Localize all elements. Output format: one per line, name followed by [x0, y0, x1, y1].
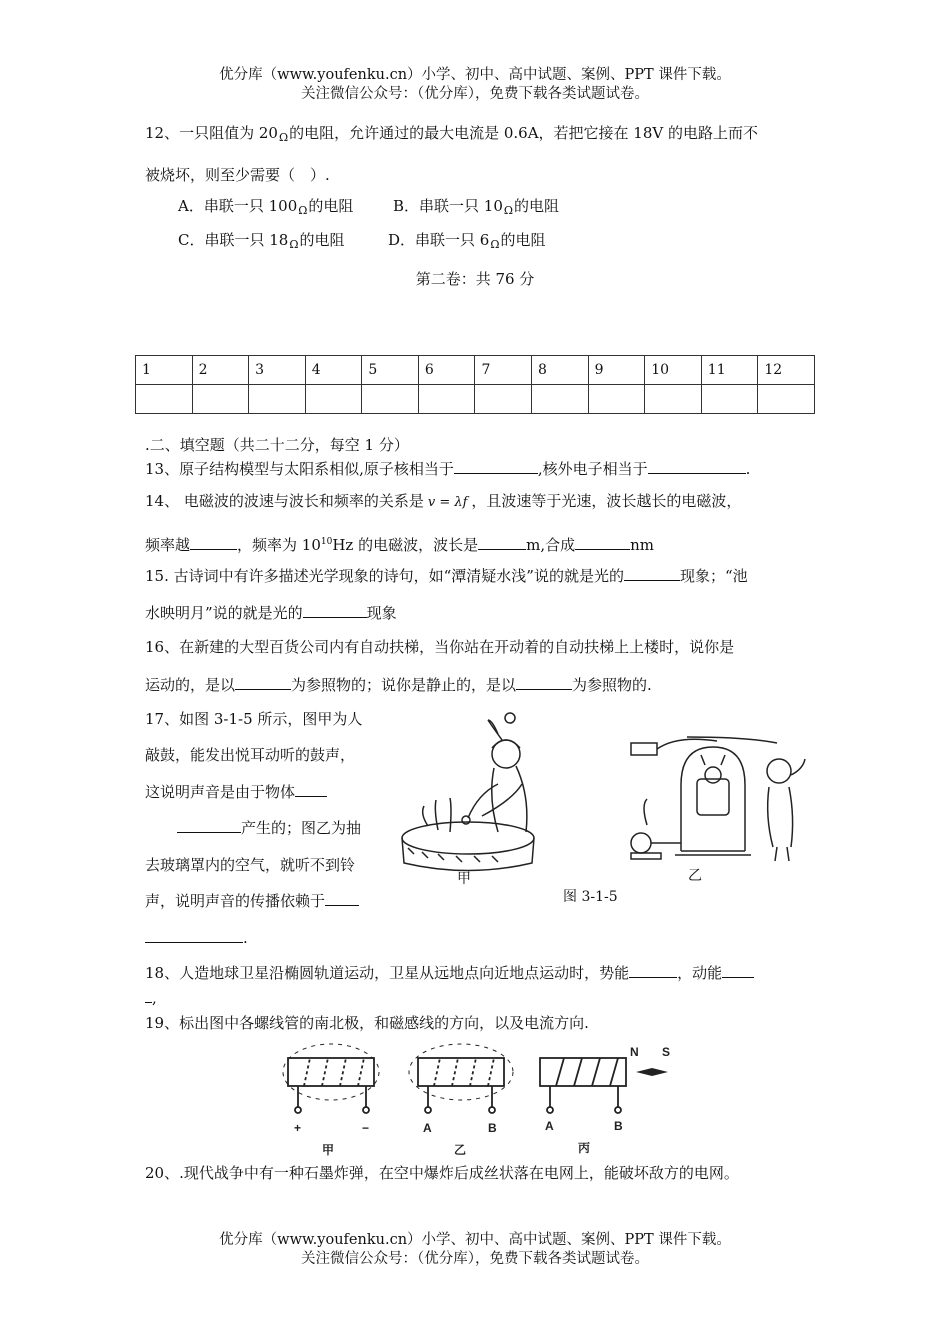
answer-cell[interactable]	[418, 385, 475, 414]
figure-caption-3-1-5: 图 3-1-5	[563, 889, 618, 905]
opt-b-tail: 的电阻	[514, 197, 560, 215]
answer-cell[interactable]	[701, 385, 758, 414]
q14-text-d: ，频率为 10	[237, 536, 321, 554]
q13-text-b: ,核外电子相当于	[537, 460, 648, 478]
q17-line-3	[145, 782, 327, 802]
q13-blank-2[interactable]	[648, 459, 746, 474]
q12-option-b	[393, 196, 559, 221]
question-12-line-2: 被烧坏，则至少需要（ ）.	[145, 166, 330, 184]
q18-text-c: ,	[152, 989, 157, 1007]
answer-header-cell: 8	[532, 356, 589, 385]
answer-table-blank-row	[136, 385, 815, 414]
answer-cell[interactable]	[362, 385, 419, 414]
ohm-symbol: Ω	[278, 131, 289, 144]
compass-needle-icon	[636, 1068, 668, 1076]
terminal-b1-label: B	[488, 1121, 497, 1135]
answer-header-cell: 11	[701, 356, 758, 385]
q15-text-a: 15. 古诗词中有许多描述光学现象的诗句，如“潭清疑水浅”说的就是光的	[145, 567, 624, 585]
opt-b-text: B．串联一只 10	[393, 197, 503, 215]
q17-blank-1b[interactable]	[177, 818, 241, 833]
q18-text-b: ，动能	[677, 964, 723, 982]
answer-header-cell: 3	[249, 356, 306, 385]
question-14-line-1	[145, 491, 741, 513]
answer-cell[interactable]	[136, 385, 193, 414]
opt-a-text: A．串联一只 100	[178, 197, 298, 215]
q17-blank-1a[interactable]	[295, 782, 327, 797]
answer-header-cell: 12	[758, 356, 815, 385]
solenoid-diagram	[278, 1040, 678, 1158]
q16-text-c: 为参照物的；说你是静止的，是以	[291, 676, 517, 694]
question-16-line-2	[145, 675, 652, 695]
q15-blank-2[interactable]	[303, 603, 367, 618]
question-18-line-2	[145, 988, 157, 1008]
bell-jar-figure-illustration	[627, 735, 827, 865]
terminal-plus-label: +	[294, 1121, 302, 1135]
question-12-line-1	[145, 123, 758, 148]
opt-d-tail: 的电阻	[500, 231, 546, 249]
compass-n-label: N	[630, 1045, 639, 1059]
terminal-minus-label: −	[362, 1121, 370, 1135]
figure-label-jia: 甲	[457, 871, 471, 887]
q14-text-b: ，且波速等于光速，波长越长的电磁波，	[471, 492, 742, 510]
header-line-1: 优分库（www.youfenku.cn）小学、初中、高中试题、案例、PPT 课件下载。	[219, 67, 731, 83]
answer-header-cell: 7	[475, 356, 532, 385]
q17-line-6	[145, 891, 359, 911]
q14-blank-2[interactable]	[478, 535, 526, 550]
q17-text-7: .	[243, 929, 248, 947]
answer-table-header-row	[136, 356, 815, 385]
q16-blank-1[interactable]	[235, 675, 291, 690]
solenoid-label-yi: 乙	[454, 1143, 467, 1157]
q12-option-d	[388, 230, 545, 255]
q17-blank-2a[interactable]	[325, 891, 359, 906]
question-13	[145, 459, 750, 479]
q14-formula: v = λf	[427, 495, 468, 510]
q18-blank-2a[interactable]	[722, 963, 754, 978]
q14-text-f: m,合成	[526, 536, 576, 554]
q15-text-d: 现象	[366, 604, 397, 622]
question-19: 19、标出图中各螺线管的南北极，和磁感线的方向，以及电流方向.	[145, 1014, 589, 1032]
compass-s-label: S	[662, 1045, 671, 1059]
answer-table	[135, 355, 815, 414]
ohm-symbol: Ω	[298, 204, 308, 217]
answer-cell[interactable]	[192, 385, 249, 414]
drum-figure-illustration	[398, 708, 548, 876]
q18-text-a: 18、人造地球卫星沿椭圆轨道运动，卫星从远地点向近地点运动时，势能	[145, 964, 630, 982]
q14-exponent: 10	[320, 537, 333, 547]
q12-text-a: 12、一只阻值为 20	[145, 124, 278, 142]
footer-line-1: 优分库（www.youfenku.cn）小学、初中、高中试题、案例、PPT 课件下载。	[219, 1232, 731, 1248]
q12-text-b: 的电阻，允许通过的最大电流是 0.6A，若把它接在 18V 的电路上而不	[289, 124, 758, 142]
q17-line-1: 17、如图 3-1-5 所示，图甲为人	[145, 710, 363, 728]
answer-header-cell: 10	[645, 356, 702, 385]
opt-c-tail: 的电阻	[299, 231, 345, 249]
q12-option-a	[178, 196, 353, 221]
q13-text-a: 13、原子结构模型与太阳系相似,原子核相当于	[145, 460, 454, 478]
q17-line-5: 去玻璃罩内的空气，就听不到铃	[145, 856, 356, 874]
ohm-symbol: Ω	[289, 238, 299, 251]
q17-line-4	[177, 818, 361, 838]
answer-cell[interactable]	[475, 385, 532, 414]
q17-line-7	[145, 928, 248, 948]
answer-header-cell: 5	[362, 356, 419, 385]
section-2-title: 第二卷：共 76 分	[415, 270, 535, 288]
answer-cell[interactable]	[305, 385, 362, 414]
q15-text-b: 现象；“池	[679, 567, 748, 585]
q18-blank-1[interactable]	[629, 963, 677, 978]
q16-text-b: 运动的，是以	[145, 676, 236, 694]
q17-text-6: 声，说明声音的传播依赖于	[145, 892, 326, 910]
opt-a-tail: 的电阻	[308, 197, 354, 215]
answer-cell[interactable]	[249, 385, 306, 414]
answer-cell[interactable]	[758, 385, 815, 414]
opt-d-text: D．串联一只 6	[388, 231, 490, 249]
question-14-line-2	[145, 532, 654, 555]
q12-option-c	[178, 230, 344, 255]
answer-cell[interactable]	[645, 385, 702, 414]
q17-text-3: 这说明声音是由于物体	[145, 783, 296, 801]
answer-header-cell: 9	[588, 356, 645, 385]
q14-blank-1[interactable]	[190, 535, 237, 550]
q18-blank-2b[interactable]	[145, 988, 152, 1003]
q14-text-g: nm	[630, 536, 654, 554]
ohm-symbol: Ω	[503, 204, 514, 217]
solenoid-label-jia: 甲	[322, 1143, 335, 1157]
q15-text-c: 水映明月”说的就是光的	[145, 604, 303, 622]
answer-cell[interactable]	[588, 385, 645, 414]
q16-text-d: 为参照物的.	[572, 676, 652, 694]
answer-header-cell: 4	[305, 356, 362, 385]
solenoid-label-bing: 丙	[578, 1141, 591, 1155]
terminal-b2-label: B	[614, 1119, 623, 1133]
question-18-line-1	[145, 963, 754, 983]
q17-line-2: 敲鼓，能发出悦耳动听的鼓声，	[145, 746, 356, 764]
opt-c-text: C．串联一只 18	[178, 231, 289, 249]
q17-blank-2b[interactable]	[145, 928, 243, 943]
q13-text-c: .	[745, 460, 751, 478]
q17-text-4: 产生的；图乙为抽	[241, 819, 362, 837]
terminal-a2-label: A	[545, 1119, 554, 1133]
answer-cell[interactable]	[532, 385, 589, 414]
answer-header-cell: 2	[192, 356, 249, 385]
q16-blank-2[interactable]	[516, 675, 572, 690]
q14-text-e: Hz 的电磁波，波长是	[332, 536, 479, 554]
question-15-line-2	[145, 603, 397, 623]
figure-label-yi: 乙	[688, 868, 702, 884]
q14-blank-3[interactable]	[575, 535, 630, 550]
footer-line-2: 关注微信公众号：（优分库），免费下载各类试题试卷。	[301, 1251, 649, 1267]
q14-text-a: 14、 电磁波的波速与波长和频率的关系是	[145, 492, 424, 510]
header-line-2: 关注微信公众号：（优分库），免费下载各类试题试卷。	[301, 86, 649, 102]
ohm-symbol: Ω	[490, 238, 500, 251]
question-15-line-1	[145, 566, 748, 586]
answer-header-cell: 1	[136, 356, 193, 385]
answer-header-cell: 6	[418, 356, 475, 385]
q13-blank-1[interactable]	[454, 459, 538, 474]
terminal-a1-label: A	[423, 1121, 432, 1135]
fill-section-title: .二、填空题（共二十二分，每空 1 分）	[145, 436, 409, 454]
question-20: 20、.现代战争中有一种石墨炸弹，在空中爆炸后成丝状落在电网上，能破坏敌方的电网。	[145, 1164, 739, 1182]
question-16-line-1: 16、在新建的大型百货公司内有自动扶梯，当你站在开动着的自动扶梯上上楼时，说你是	[145, 638, 735, 656]
q15-blank-1[interactable]	[624, 566, 680, 581]
q14-text-c: 频率越	[145, 536, 191, 554]
